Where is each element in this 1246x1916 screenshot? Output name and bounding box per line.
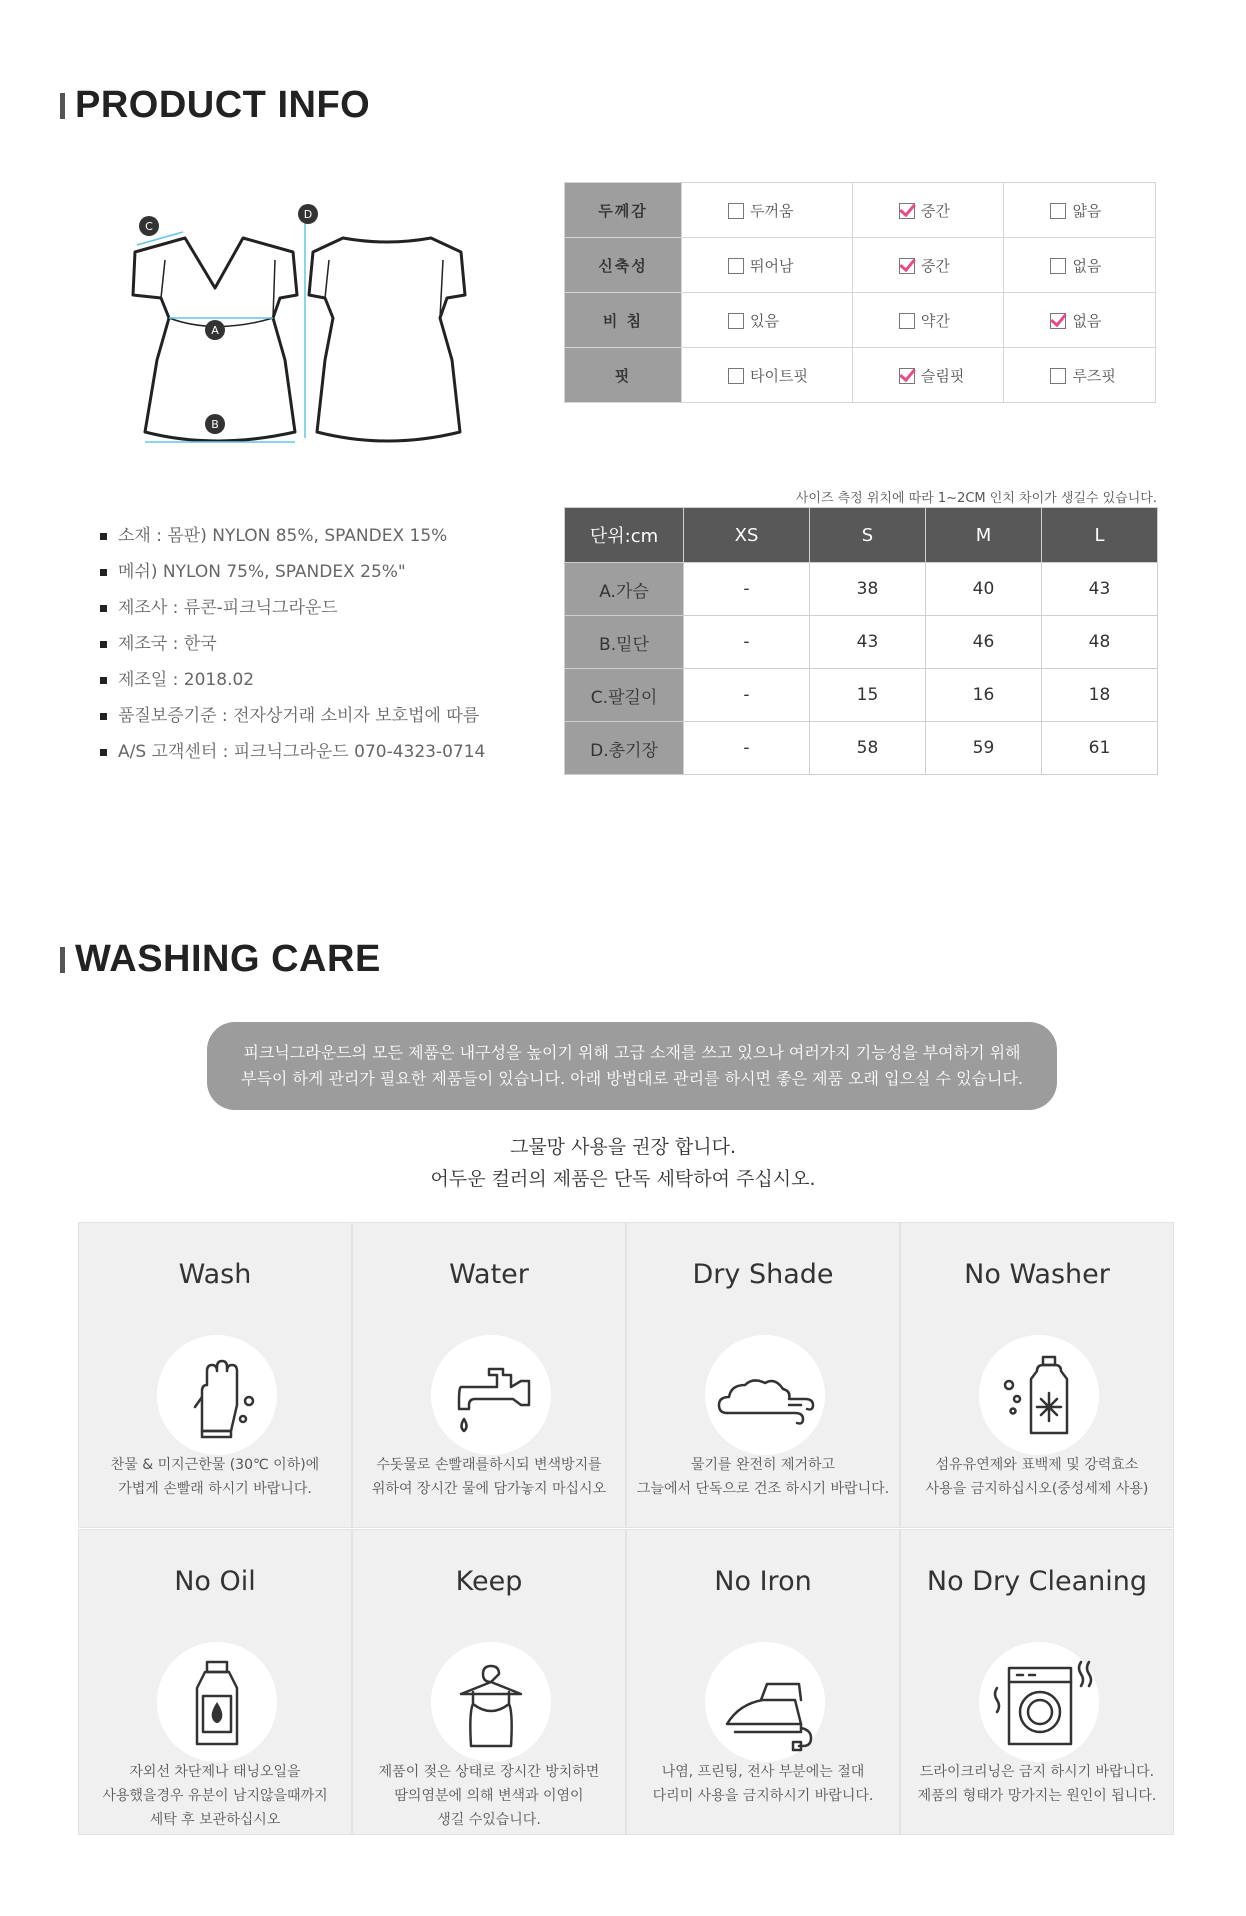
care-item-title: Dry Shade: [692, 1259, 834, 1290]
care-item: [626, 1222, 900, 1528]
product-info-list: [100, 518, 485, 770]
product-info-title: [60, 84, 370, 127]
fabric-row: [565, 183, 1156, 238]
fabric-option: [1004, 183, 1156, 238]
svg-text:C: C: [145, 220, 153, 233]
fabric-option: [852, 238, 1004, 293]
size-cell: 40: [925, 563, 1041, 616]
info-list-item: A/S 고객센터 : 피크닉그라운드 070-4323-0714: [100, 734, 485, 770]
size-cell: 61: [1041, 722, 1157, 775]
size-note: 사이즈 측정 위치에 따라 1~2CM 인치 차이가 생길수 있습니다.: [795, 491, 1157, 506]
svg-text:D: D: [303, 208, 313, 221]
detergent-bottle-icon: [979, 1335, 1099, 1455]
size-cell: -: [684, 669, 810, 722]
size-header-cell: L: [1041, 508, 1157, 563]
size-row-label: A.가슴: [565, 563, 684, 616]
size-cell: 59: [925, 722, 1041, 775]
fabric-option: [1004, 348, 1156, 403]
fabric-option: [852, 348, 1004, 403]
info-list-item: 제조일 : 2018.02: [100, 662, 485, 698]
care-description-line: 사용했을경우 유분이 남지않을때까지: [102, 1788, 328, 1804]
size-cell: -: [684, 616, 810, 669]
washing-care-title-text: WASHING CARE: [75, 938, 381, 980]
care-item-description: [901, 1760, 1173, 1808]
size-row: [565, 563, 1158, 616]
size-cell: 43: [810, 616, 926, 669]
care-item-title: No Oil: [174, 1566, 256, 1597]
checkbox-icon: [728, 258, 744, 274]
care-item-description: [79, 1760, 351, 1832]
fabric-property-table: [564, 182, 1156, 403]
label-a: [205, 320, 225, 340]
label-b: [205, 414, 225, 434]
care-item-description: [901, 1453, 1173, 1501]
care-description-line: 나염, 프린팅, 전사 부분에는 절대: [661, 1764, 865, 1780]
checkbox-icon: [728, 203, 744, 219]
care-notice-box: [207, 1022, 1057, 1110]
fabric-row-label: 신축성: [565, 238, 682, 293]
care-item: [352, 1529, 626, 1835]
size-cell: -: [684, 722, 810, 775]
care-item-description: [79, 1453, 351, 1501]
care-description-line: 찬물 & 미지근한물 (30℃ 이하)에: [110, 1457, 320, 1473]
checkbox-icon: [1050, 203, 1066, 219]
size-cell: -: [684, 563, 810, 616]
checked-checkbox-icon: [899, 258, 915, 274]
care-item-description: [627, 1453, 899, 1501]
fabric-option: [682, 183, 853, 238]
fabric-option-label: 중간: [920, 201, 950, 220]
cloud-wind-icon: [705, 1335, 825, 1455]
info-list-item: 품질보증기준 : 전자상거래 소비자 보호법에 따름: [100, 698, 485, 734]
care-item: [78, 1222, 352, 1528]
faucet-icon: [431, 1335, 551, 1455]
size-cell: 16: [925, 669, 1041, 722]
fabric-option-label: 타이트핏: [750, 366, 808, 385]
care-description-line: 섬유유연제와 표백제 및 강력효소: [935, 1457, 1139, 1473]
care-description-line: 제품이 젖은 상태로 장시간 방치하면: [378, 1764, 600, 1780]
size-row: [565, 722, 1158, 775]
info-list-item: 제조국 : 한국: [100, 626, 485, 662]
size-header-cell: S: [810, 508, 926, 563]
glove-icon: [157, 1335, 277, 1455]
checkbox-icon: [1050, 258, 1066, 274]
checkbox-icon: [1050, 368, 1066, 384]
fabric-row-label: 두께감: [565, 183, 682, 238]
care-description-line: 땀의염분에 의해 변색과 이염이: [394, 1788, 584, 1804]
recommend-line: 어두운 컬러의 제품은 단독 세탁하여 주십시오.: [430, 1168, 816, 1190]
care-item-title: Water: [449, 1259, 529, 1290]
care-item: [352, 1222, 626, 1528]
fabric-option-label: 루즈핏: [1072, 366, 1116, 385]
care-item-description: [627, 1760, 899, 1808]
care-item-description: [353, 1760, 625, 1832]
care-item-description: [353, 1453, 625, 1501]
info-list-item: 메쉬) NYLON 75%, SPANDEX 25%": [100, 554, 485, 590]
checkbox-icon: [899, 313, 915, 329]
size-header-cell: M: [925, 508, 1041, 563]
fabric-option: [682, 238, 853, 293]
fabric-option-label: 슬림핏: [920, 366, 965, 385]
care-item-title: No Iron: [714, 1566, 812, 1597]
svg-text:A: A: [211, 324, 219, 337]
care-item-title: Wash: [178, 1259, 252, 1290]
size-cell: 43: [1041, 563, 1157, 616]
fabric-option-label: 두꺼움: [750, 201, 794, 220]
care-item-title: No Dry Cleaning: [926, 1566, 1148, 1597]
notice-line: 부득이 하게 관리가 필요한 제품들이 있습니다. 아래 방법대로 관리를 하시면 좋은 제품 오래 입으실 수 있습니다.: [241, 1069, 1023, 1088]
back-shirt-outline: [309, 238, 465, 441]
care-item: [900, 1222, 1174, 1528]
label-d: [298, 204, 318, 224]
size-row: [565, 669, 1158, 722]
recommend-line: 그물망 사용을 권장 합니다.: [509, 1136, 737, 1158]
title-bar: [60, 947, 65, 973]
fabric-row: [565, 348, 1156, 403]
fabric-option-label: 약간: [920, 311, 950, 330]
care-description-line: 위하여 장시간 물에 담가놓지 마십시오: [371, 1481, 607, 1497]
fabric-option-label: 있음: [750, 311, 779, 330]
fabric-option: [1004, 238, 1156, 293]
checked-checkbox-icon: [899, 368, 915, 384]
checked-checkbox-icon: [1050, 313, 1066, 329]
fabric-option-label: 없음: [1072, 311, 1102, 330]
checked-checkbox-icon: [899, 203, 915, 219]
fabric-row-label: 핏: [565, 348, 682, 403]
fabric-option-label: 없음: [1072, 256, 1102, 275]
care-item: [626, 1529, 900, 1835]
care-description-line: 다리미 사용을 금지하시기 바랍니다.: [652, 1788, 874, 1804]
care-item: [900, 1529, 1174, 1835]
size-row-label: C.팔길이: [565, 669, 684, 722]
garment-size-diagram: [125, 200, 485, 445]
info-list-item: 소재 : 몸판) NYLON 85%, SPANDEX 15%: [100, 518, 485, 554]
size-cell: 38: [810, 563, 926, 616]
fabric-option-label: 얇음: [1072, 201, 1102, 220]
care-description-line: 생길 수있습니다.: [437, 1812, 541, 1828]
fabric-option: [852, 183, 1004, 238]
label-c: [139, 216, 159, 236]
care-description-line: 제품의 형태가 망가지는 원인이 됩니다.: [917, 1788, 1157, 1804]
care-description-line: 자외선 차단제나 태닝오일을: [129, 1764, 301, 1780]
care-item: [78, 1529, 352, 1835]
care-description-line: 사용을 금지하십시오(중성세제 사용): [925, 1481, 1149, 1497]
fabric-option: [852, 293, 1004, 348]
size-cell: 58: [810, 722, 926, 775]
fabric-option-label: 중간: [920, 256, 950, 275]
care-grid: [78, 1222, 1175, 1835]
fabric-row: [565, 293, 1156, 348]
care-description-line: 드라이크리닝은 금지 하시기 바랍니다.: [919, 1764, 1155, 1780]
size-cell: 18: [1041, 669, 1157, 722]
size-header-row: [565, 508, 1158, 563]
size-table: [564, 507, 1158, 775]
checkbox-icon: [728, 313, 744, 329]
product-info-title-text: PRODUCT INFO: [75, 84, 371, 126]
care-description-line: 가볍게 손빨래 하시기 바랍니다.: [118, 1481, 312, 1497]
fabric-option-label: 뛰어남: [750, 256, 794, 275]
size-row-label: D.총기장: [565, 722, 684, 775]
notice-line: 피크닉그라운드의 모든 제품은 내구성을 높이기 위해 고급 소재를 쓰고 있으나 여러가지 기능성을 부여하기 위해: [243, 1043, 1021, 1062]
title-bar: [60, 93, 65, 119]
size-cell: 46: [925, 616, 1041, 669]
care-item-title: Keep: [455, 1566, 523, 1597]
fabric-option: [1004, 293, 1156, 348]
size-cell: 15: [810, 669, 926, 722]
oil-bottle-icon: [157, 1642, 277, 1762]
care-description-line: 물기를 완전히 제거하고: [690, 1457, 836, 1473]
fabric-row-label: 비 침: [565, 293, 682, 348]
checkbox-icon: [728, 368, 744, 384]
size-row: [565, 616, 1158, 669]
size-row-label: B.밑단: [565, 616, 684, 669]
info-list-item: 제조사 : 류콘-피크닉그라운드: [100, 590, 485, 626]
size-header-cell: XS: [684, 508, 810, 563]
hanger-icon: [431, 1642, 551, 1762]
fabric-option: [682, 293, 853, 348]
fabric-row: [565, 238, 1156, 293]
care-description-line: 세탁 후 보관하십시오: [149, 1812, 281, 1828]
iron-icon: [705, 1642, 825, 1762]
size-header-cell: 단위:cm: [565, 508, 684, 563]
care-description-line: 그늘에서 단독으로 건조 하시기 바랍니다.: [636, 1481, 890, 1497]
fabric-option: [682, 348, 853, 403]
washing-machine-icon: [979, 1642, 1099, 1762]
care-item-title: No Washer: [964, 1259, 1110, 1290]
size-cell: 48: [1041, 616, 1157, 669]
washing-care-title: [60, 938, 381, 981]
care-description-line: 수돗물로 손빨래를하시되 변색방지를: [376, 1457, 602, 1473]
svg-text:B: B: [211, 418, 219, 431]
